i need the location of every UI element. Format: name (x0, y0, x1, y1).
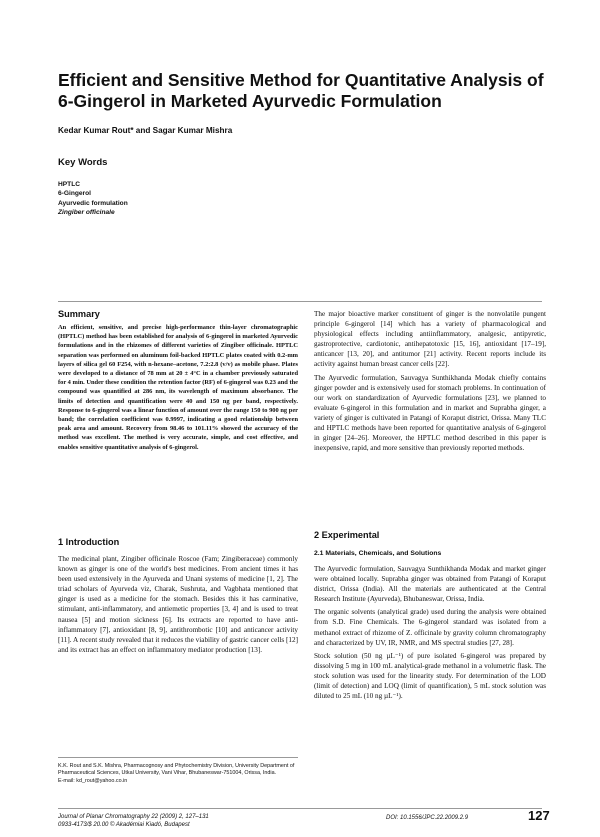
subsection-heading: 2.1 Materials, Chemicals, and Solutions (314, 550, 442, 557)
journal-issn: 0933-4173/$ 20.00 © Akadémiai Kiadó, Budapest (58, 821, 190, 828)
doi: DOI: 10.1556/JPC.22.2009.2.9 (386, 815, 469, 821)
right-column-body (314, 309, 546, 456)
author-footnote (58, 763, 298, 785)
keyword-item: HPTLC (58, 181, 80, 188)
keywords-heading: Key Words (58, 157, 108, 168)
keyword-item: Zingiber officinale (58, 209, 115, 217)
introduction-heading: 1 Introduction (58, 537, 120, 547)
keyword-item: 6-Gingerol (58, 190, 91, 198)
footnote-email: E-mail: kd_rout@yahoo.co.in (58, 777, 128, 784)
journal-name: Journal of Planar Chromatography 22 (2009) 2, 127–131 (58, 814, 209, 820)
introduction-body (58, 554, 298, 658)
experimental-heading: 2 Experimental (314, 530, 380, 540)
divider (58, 301, 542, 302)
article-title: Efficient and Sensitive Method for Quantitative Analysis of 6-Gingerol in Marketed Ayurvedic Formulation (58, 70, 544, 111)
paragraph: The Ayurvedic formulation, Sauvagya Sunthikhanda Modak chiefly contains ginger powder and is extensively used for stomach problems. In continuation of our work on standardization of Ayurvedic formulations [23], we planned to evaluate 6-gingerol in this formulation and in market and Suprabha ginger, a variety of ginger is cultivated in Patangi of Koraput district, Orissa. Many TLC and HPTLC methods have been reported for quantitative analysis of 6-gingerol in ginger [24–26]. Moreover, the HPTLC method described in this paper is inexpensive, rapid, and more sensitive than previously reported methods. (314, 373, 546, 453)
page-number: 127 (528, 808, 550, 823)
paragraph: The medicinal plant, Zingiber officinale Roscoe (Fam; Zingiberaceae) commonly known as ginger is one of the world's best medicines. From ancient times it has been used extensively in the Ayurveda and Unani systems of medicine [1, 2]. The triad scholars of Ayurveda viz, Charak, Sushruta, and Vagbhata mentioned that ginger is used as a medicine for the stomach. Besides this it has carminative, stimulant, anti-inflammatory, and antiemetic properties [3, 4] and is used to treat nausea [5] and motion sickness [6]. Its extracts are reported to have anti-inflammatory [7], antioxidant [8, 9], antithrombotic [10] and anticancer activity [11]. A recent study revealed that it reduces the viability of gastric cancer cells [12] and its extract has an effect on inflammatory mediator production [13]. (58, 555, 298, 654)
keywords-list (58, 180, 128, 218)
experimental-body (314, 564, 546, 704)
keyword-item: Ayurvedic formulation (58, 199, 128, 207)
footnote-affiliation: K.K. Rout and S.K. Mishra, Pharmacognosy and Phytochemistry Division, University Department of Pharmaceutical Sciences, Utkal University, Vani Vihar, Bhubaneswar-751004, Orissa, India. (58, 763, 295, 777)
paragraph: The organic solvents (analytical grade) used during the analysis were obtained from S.D. Fine Chemicals. The 6-gingerol standard was isolated from a methanol extract of rhizome of Z. officinale by gravity column chromatography and characterized by UV, IR, NMR, and MS spectral studies [27, 28]. (314, 608, 546, 647)
footnote-divider (58, 757, 298, 758)
article-authors: Kedar Kumar Rout* and Sagar Kumar Mishra (58, 126, 233, 135)
paragraph: Stock solution (50 ng µL⁻¹) of pure isolated 6-gingerol was prepared by dissolving 5 mg in 100 mL analytical-grade methanol in a volumetric flask. The stock solution was used for the linearity study. For determination of the LOD (limit of detection) and LOQ (limit of quantification), 5 mL stock solution was diluted to 25 mL (10 ng µL⁻¹). (314, 651, 546, 701)
footer-divider (58, 808, 542, 809)
paragraph: The Ayurvedic formulation, Sauvagya Sunthikhanda Modak and market ginger were obtained locally. Suprabha ginger was obtained from Patangi of Koraput district, Orissa (India). All the materials are authenticated at the Central Research Institute (Ayurveda), Bhubaneswar, Orissa, India. (314, 565, 546, 604)
summary-heading: Summary (58, 309, 100, 319)
paragraph: The major bioactive marker constituent of ginger is the nonvolatile pungent principle 6-gingerol [14] which has a variety of pharmacological and physiological effects including antiinflammatory, analgesic, antipyretic, gastroprotective, cardiotonic, antihepatotoxic [15, 16], antioxidant [17–19], anticancer [13, 20], and antitumor [21] activity. Recent reports include its activity against human breast cancer cells [22]. (314, 310, 546, 369)
summary-text: An efficient, sensitive, and precise high-performance thin-layer chromatographic (HPTLC) method has been established for analysis of 6-gingerol in marketed Ayurvedic formulations and in the rhizomes of different varieties of Zingiber officinale. HPTLC separation was performed on aluminum foil-backed HPTLC plates coated with 0.2-mm layers of silica gel 60 F254, with n-hexane–acetone, 7.2:2.8 (v/v) as mobile phase. Plates were developed to a distance of 78 mm at 20 ± 4°C in a chamber previously saturated for 4 min. Under these condition the retention factor (RF) of 6-gingerol was 0.23 and the compound was quantified at 286 nm, its wavelength of maximum absorbance. The limits of detection and quantification were 40 and 150 ng per band, respectively. Response to 6-gingerol was a linear function of amount over the range 150 to 900 ng per band; the correlation coefficient was 0.9997, indicating a good relationship between peak area and amount. Recovery from 98.46 to 101.11% showed the accuracy of the method was excellent. The method is very accurate, simple, and cost effective, and enables sensitive quantitative analysis of 6-gingerol. (58, 324, 298, 451)
journal-citation (58, 814, 209, 829)
